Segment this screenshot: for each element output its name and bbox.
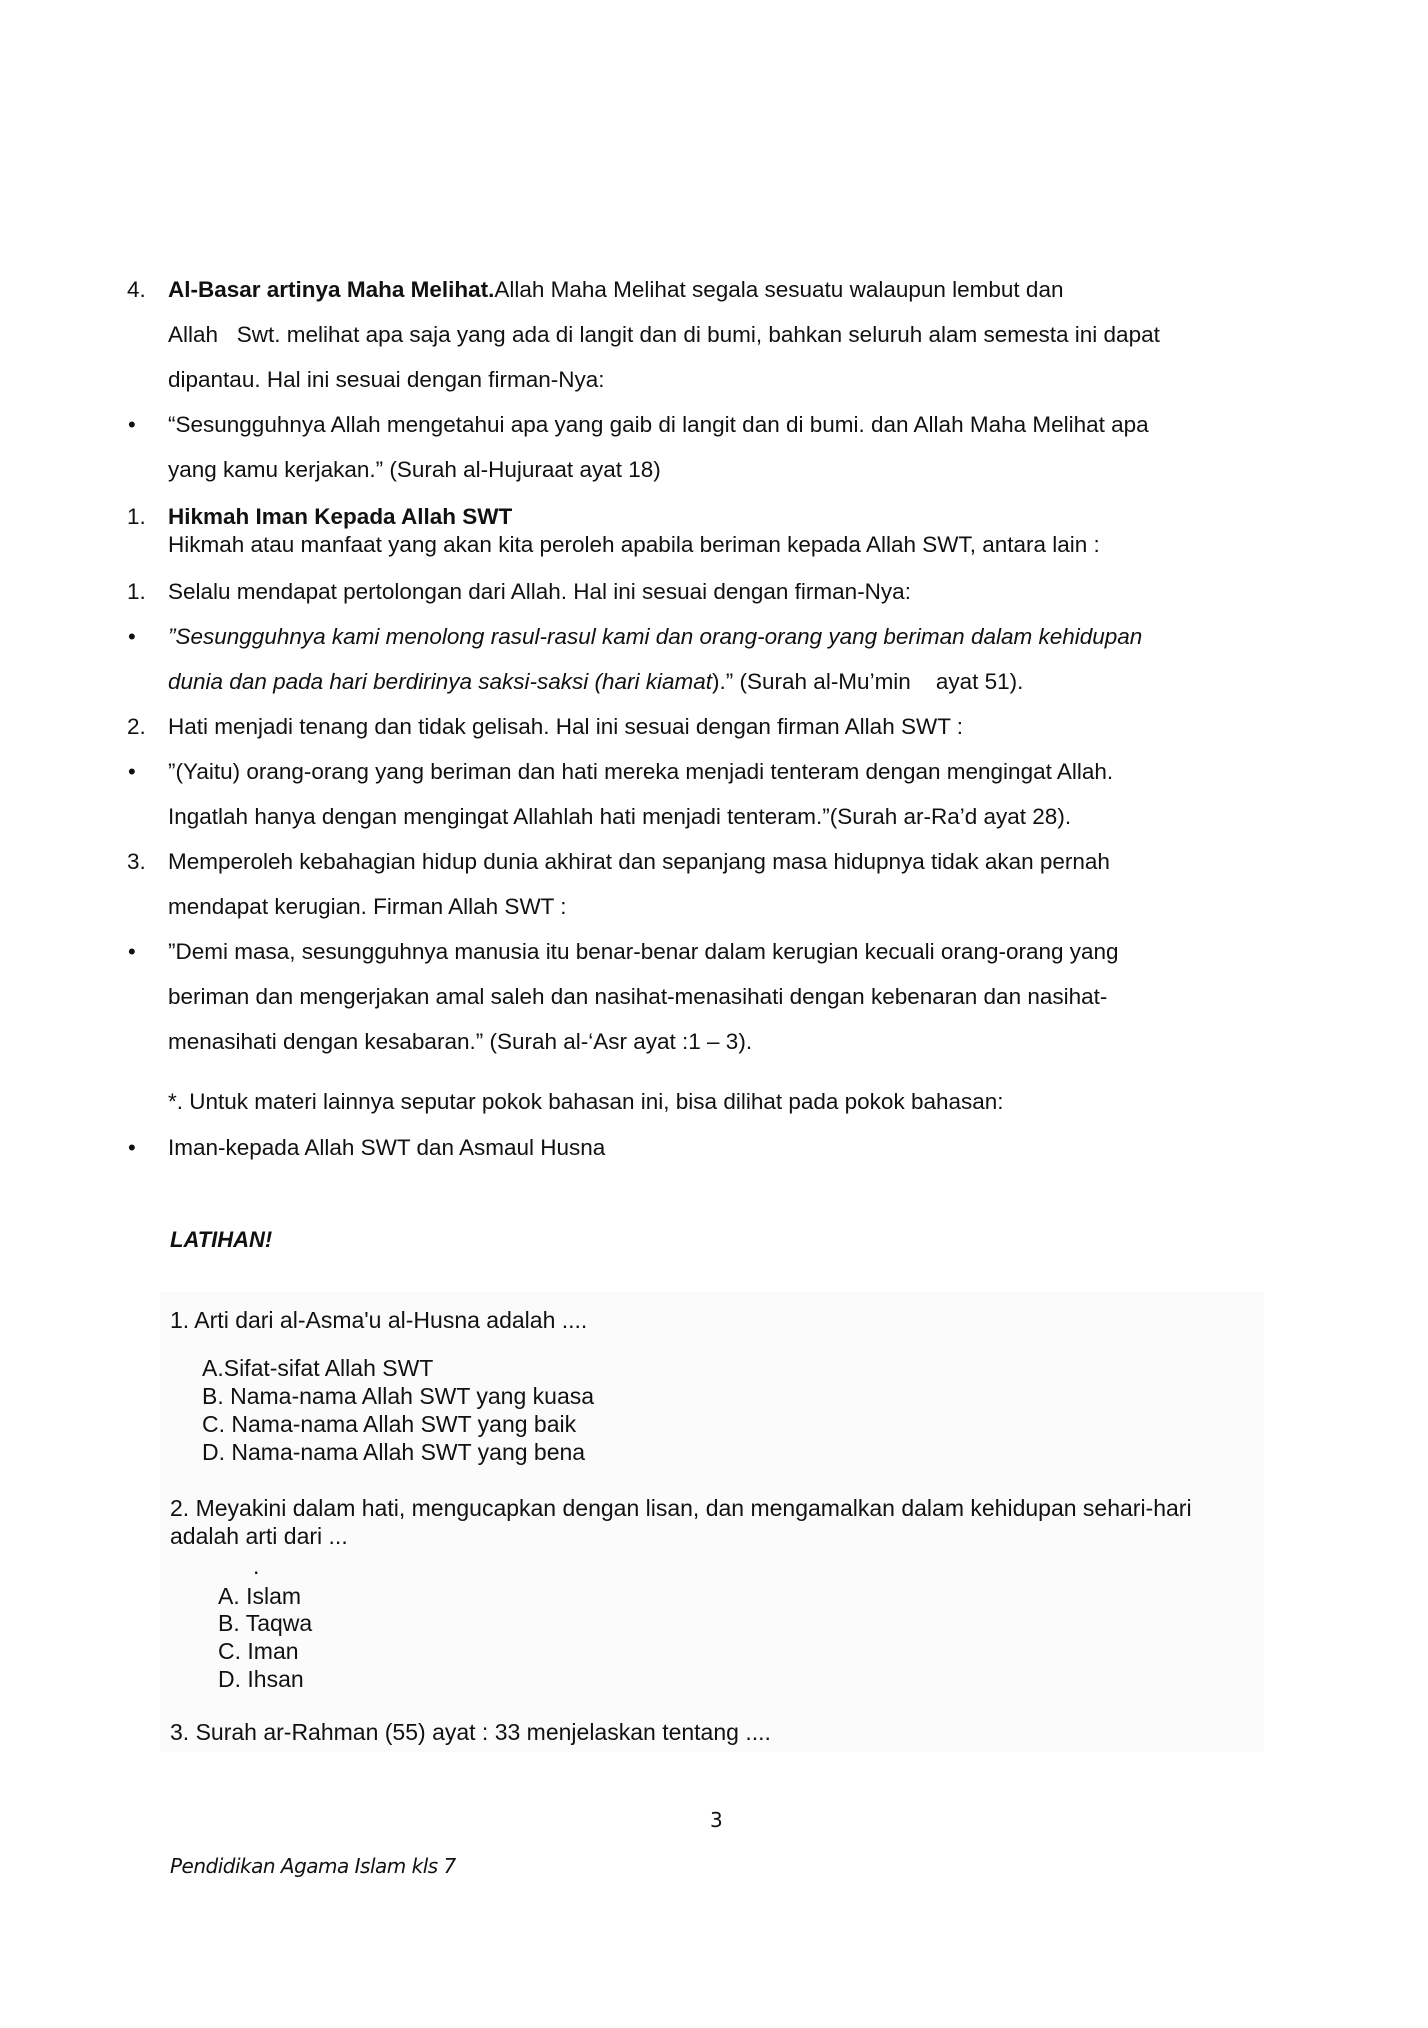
- hikmah-item-2-text: Hati menjadi tenang dan tidak gelisah. Hal ini sesuai dengan firman Allah SWT :: [168, 714, 964, 739]
- list-number: 4.: [127, 277, 146, 302]
- item-4-line-1-text: Allah Maha Melihat segala sesuatu walaupun lembut dan: [494, 277, 1064, 302]
- question-2-text-line-2: adalah arti dari ...: [170, 1523, 348, 1549]
- question-2-text-line-1: 2. Meyakini dalam hati, mengucapkan dengan lisan, dan mengamalkan dalam kehidupan sehari-hari: [170, 1495, 1192, 1521]
- page-number: 3: [710, 1808, 723, 1832]
- question-3-text: 3. Surah ar-Rahman (55) ayat : 33 menjelaskan tentang ....: [170, 1719, 771, 1745]
- hikmah-item-1-quote-italic: dunia dan pada hari berdirinya saksi-saksi (hari kiamat: [168, 669, 713, 694]
- question-1-text: 1. Arti dari al-Asma'u al-Husna adalah ....: [170, 1307, 588, 1333]
- hikmah-intro: Hikmah atau manfaat yang akan kita peroleh apabila beriman kepada Allah SWT, antara lain :: [168, 532, 1100, 557]
- hikmah-item-1-quote-line-2: [168, 668, 1023, 696]
- hikmah-heading: Hikmah Iman Kepada Allah SWT: [168, 504, 513, 529]
- bullet-icon: •: [128, 624, 136, 649]
- hikmah-item-1-quote-line-1: ”Sesungguhnya kami menolong rasul-rasul kami dan orang-orang yang beriman dalam kehidupan: [168, 624, 1143, 649]
- bullet-icon: •: [128, 759, 136, 784]
- hikmah-note: *. Untuk materi lainnya seputar pokok bahasan ini, bisa dilihat pada pokok bahasan:: [168, 1089, 1004, 1114]
- question-1-option-b: B. Nama-nama Allah SWT yang kuasa: [202, 1383, 595, 1409]
- bullet-icon: •: [128, 1135, 136, 1160]
- item-4-line-3: dipantau. Hal ini sesuai dengan firman-Nya:: [168, 367, 605, 392]
- latihan-title: LATIHAN!: [170, 1227, 273, 1252]
- hikmah-item-3-quote-line-1: ”Demi masa, sesungguhnya manusia itu benar-benar dalam kerugian kecuali orang-orang yang: [168, 939, 1119, 964]
- hikmah-item-2-quote-line-2: Ingatlah hanya dengan mengingat Allahlah hati menjadi tenteram.”(Surah ar-Ra’d ayat 28).: [168, 804, 1072, 829]
- item-4-quote-line-1: “Sesungguhnya Allah mengetahui apa yang gaib di langit dan di bumi. dan Allah Maha Melihat apa: [168, 412, 1149, 437]
- hikmah-item-1-quote-citation: ).” (Surah al-Mu’min ayat 51).: [712, 669, 1024, 694]
- question-2-option-a: A. Islam: [218, 1583, 302, 1609]
- page-footer: Pendidikan Agama Islam kls 7: [170, 1854, 456, 1878]
- hikmah-see-also: Iman-kepada Allah SWT dan Asmaul Husna: [168, 1135, 606, 1160]
- list-number: 2.: [127, 714, 146, 739]
- question-2-option-c: C. Iman: [218, 1638, 299, 1664]
- item-4-line-2: Allah Swt. melihat apa saja yang ada di langit dan di bumi, bahkan seluruh alam semesta ini dapat: [168, 322, 1160, 347]
- hikmah-item-2-quote-line-1: ”(Yaitu) orang-orang yang beriman dan hati mereka menjadi tenteram dengan mengingat Allah.: [168, 759, 1114, 784]
- question-1-option-d: D. Nama-nama Allah SWT yang bena: [202, 1439, 586, 1465]
- question-1-option-c: C. Nama-nama Allah SWT yang baik: [202, 1411, 577, 1437]
- list-number: 1.: [127, 579, 146, 604]
- item-4-bold-title: Al-Basar artinya Maha Melihat.: [168, 277, 495, 302]
- question-2-option-d: D. Ihsan: [218, 1666, 304, 1692]
- hikmah-item-3-quote-line-3: menasihati dengan kesabaran.” (Surah al-‘Asr ayat :1 – 3).: [168, 1029, 753, 1054]
- bullet-icon: •: [128, 412, 136, 437]
- question-2-option-b: B. Taqwa: [218, 1610, 313, 1636]
- list-number: 1.: [127, 504, 146, 529]
- hikmah-item-3-text-line-2: mendapat kerugian. Firman Allah SWT :: [168, 894, 567, 919]
- hikmah-item-3-quote-line-2: beriman dan mengerjakan amal saleh dan nasihat-menasihati dengan kebenaran dan nasihat-: [168, 984, 1108, 1009]
- hikmah-item-1-text: Selalu mendapat pertolongan dari Allah. Hal ini sesuai dengan firman-Nya:: [168, 579, 911, 604]
- hikmah-item-3-text-line-1: Memperoleh kebahagian hidup dunia akhirat dan sepanjang masa hidupnya tidak akan pernah: [168, 849, 1110, 874]
- item-4-line-1: [168, 276, 1063, 304]
- list-number: 3.: [127, 849, 146, 874]
- question-2-stray-dot: .: [253, 1553, 260, 1579]
- bullet-icon: •: [128, 939, 136, 964]
- question-1-option-a: A.Sifat-sifat Allah SWT: [202, 1355, 434, 1381]
- item-4-quote-line-2: yang kamu kerjakan.” (Surah al-Hujuraat ayat 18): [168, 457, 661, 482]
